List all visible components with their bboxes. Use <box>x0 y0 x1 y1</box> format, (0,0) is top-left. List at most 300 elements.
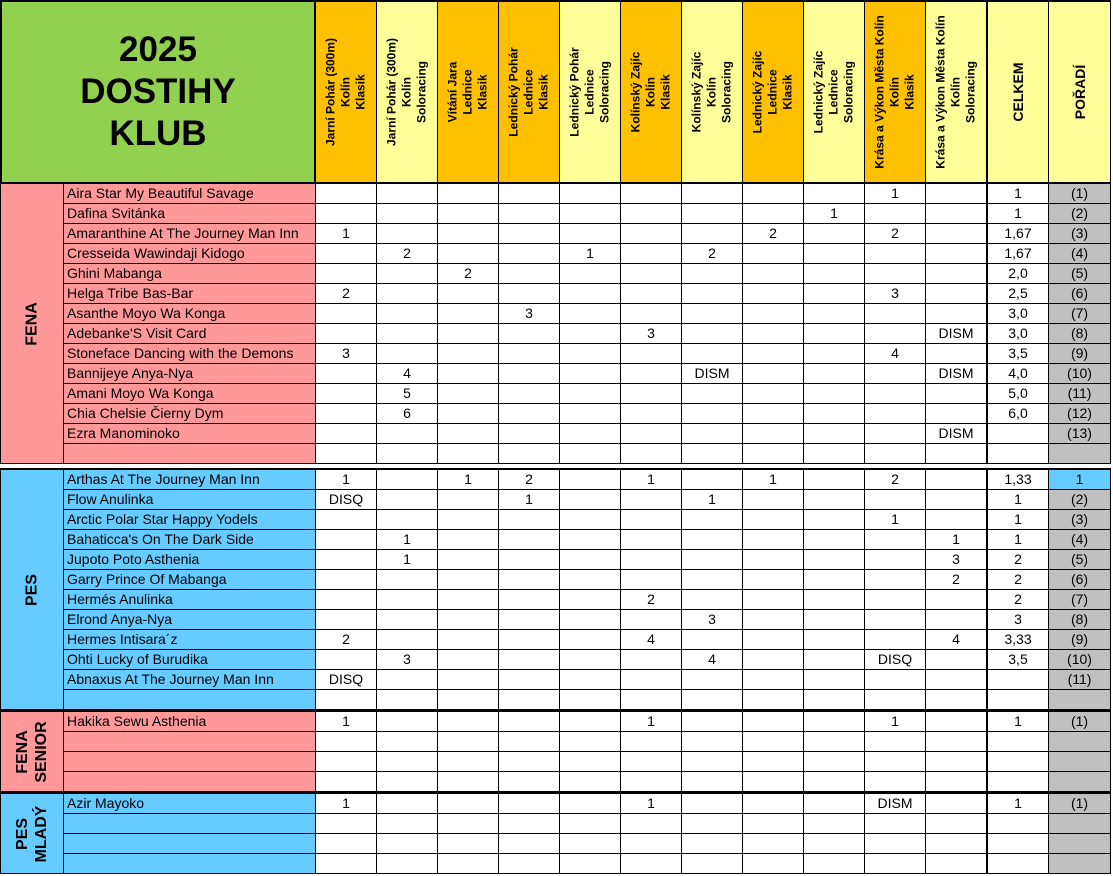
result-cell <box>377 752 438 772</box>
result-cell <box>743 304 804 324</box>
result-cell <box>804 630 865 650</box>
result-cell <box>926 650 987 670</box>
result-cell <box>438 732 499 752</box>
result-cell <box>621 834 682 854</box>
result-cell <box>804 590 865 610</box>
race-header-line: Jarní Pohár (300m) <box>384 37 399 147</box>
section-label-line: PES <box>14 817 31 850</box>
result-cell <box>743 590 804 610</box>
result-cell <box>743 732 804 752</box>
result-cell <box>560 224 621 244</box>
dog-name: Ghini Mabanga <box>64 264 316 284</box>
result-cell: 1 <box>865 712 926 732</box>
celkem-header <box>987 0 1049 184</box>
race-header-line: Kolín <box>338 77 353 108</box>
result-cell: 1 <box>316 794 377 814</box>
rank-cell: (1) <box>1049 184 1111 204</box>
result-cell <box>743 184 804 204</box>
result-cell <box>560 794 621 814</box>
result-cell <box>316 570 377 590</box>
result-cell <box>377 490 438 510</box>
total-cell <box>987 854 1049 874</box>
result-cell <box>438 224 499 244</box>
total-cell: 3,5 <box>987 344 1049 364</box>
rank-cell: (9) <box>1049 344 1111 364</box>
race-header-line: Vítání Jara <box>445 61 460 123</box>
result-cell <box>865 610 926 630</box>
result-cell: 1 <box>865 510 926 530</box>
result-cell <box>926 264 987 284</box>
title-line: DOSTIHY <box>80 72 236 111</box>
result-cell: DISM <box>865 794 926 814</box>
result-cell <box>682 854 743 874</box>
result-cell: 1 <box>682 490 743 510</box>
result-cell <box>926 854 987 874</box>
result-cell: 1 <box>316 224 377 244</box>
dog-name: Garry Prince Of Mabanga <box>64 570 316 590</box>
result-cell <box>621 670 682 690</box>
result-cell <box>377 444 438 464</box>
total-cell: 3,0 <box>987 304 1049 324</box>
result-cell <box>926 404 987 424</box>
result-cell: 4 <box>621 630 682 650</box>
result-cell <box>316 204 377 224</box>
result-cell <box>560 814 621 834</box>
result-cell <box>621 510 682 530</box>
result-cell <box>499 284 560 304</box>
result-cell <box>316 324 377 344</box>
total-cell: 3,33 <box>987 630 1049 650</box>
race-header-line: Lednický Zajíc <box>750 50 765 134</box>
total-cell: 1 <box>987 204 1049 224</box>
result-cell <box>682 404 743 424</box>
race-header-line: Kolín <box>399 77 414 108</box>
result-cell <box>682 304 743 324</box>
result-cell <box>438 444 499 464</box>
result-cell <box>743 772 804 792</box>
section-label <box>0 470 64 710</box>
dog-name <box>64 752 316 772</box>
result-cell <box>377 670 438 690</box>
total-cell: 1 <box>987 184 1049 204</box>
dog-name: Hermes Intisara´z <box>64 630 316 650</box>
result-cell: 3 <box>316 344 377 364</box>
result-cell <box>438 404 499 424</box>
result-cell <box>743 490 804 510</box>
result-cell <box>743 670 804 690</box>
result-cell <box>377 772 438 792</box>
result-cell <box>499 794 560 814</box>
result-cell <box>682 690 743 710</box>
result-cell <box>865 384 926 404</box>
result-cell <box>682 570 743 590</box>
race-header <box>377 0 438 184</box>
result-cell <box>621 490 682 510</box>
result-cell <box>499 324 560 344</box>
result-cell <box>438 490 499 510</box>
result-cell <box>560 670 621 690</box>
race-header <box>499 0 560 184</box>
result-cell <box>438 364 499 384</box>
result-cell <box>499 752 560 772</box>
total-cell <box>987 732 1049 752</box>
dog-name <box>64 732 316 752</box>
dog-name: Jupoto Poto Asthenia <box>64 550 316 570</box>
result-cell <box>499 610 560 630</box>
result-cell: 4 <box>926 630 987 650</box>
result-cell <box>316 404 377 424</box>
rank-cell <box>1049 732 1111 752</box>
dog-name: Hakika Sewu Asthenia <box>64 712 316 732</box>
result-cell <box>682 732 743 752</box>
result-cell <box>560 470 621 490</box>
result-cell <box>621 690 682 710</box>
rank-cell: (8) <box>1049 324 1111 344</box>
result-cell <box>438 814 499 834</box>
result-cell <box>682 590 743 610</box>
result-cell <box>926 344 987 364</box>
result-cell <box>682 712 743 732</box>
race-header-line: Klasik <box>902 74 917 110</box>
result-cell <box>621 550 682 570</box>
race-header-line: Kolín <box>887 77 902 108</box>
result-cell <box>438 590 499 610</box>
result-cell <box>926 444 987 464</box>
result-cell <box>682 324 743 344</box>
race-header-line: Lednice <box>460 69 475 115</box>
result-cell <box>316 814 377 834</box>
result-cell: 2 <box>438 264 499 284</box>
result-cell: 2 <box>865 224 926 244</box>
result-cell <box>804 424 865 444</box>
result-cell: 1 <box>377 530 438 550</box>
result-cell <box>438 244 499 264</box>
result-cell <box>621 814 682 834</box>
result-cell <box>682 204 743 224</box>
race-header-line: Kolínský Zajíc <box>628 51 643 133</box>
result-cell <box>804 752 865 772</box>
section-label-line: FENA <box>23 301 41 346</box>
result-cell <box>621 344 682 364</box>
result-cell <box>499 384 560 404</box>
result-cell <box>499 510 560 530</box>
result-cell <box>926 304 987 324</box>
dog-name: Amaranthine At The Journey Man Inn <box>64 224 316 244</box>
result-cell: 1 <box>377 550 438 570</box>
race-header-line: Kolínský Zajíc <box>689 51 704 133</box>
result-cell <box>560 834 621 854</box>
result-cell <box>560 284 621 304</box>
result-cell <box>926 184 987 204</box>
total-cell: 3,0 <box>987 324 1049 344</box>
result-cell <box>682 794 743 814</box>
dog-name: Azir Mayoko <box>64 794 316 814</box>
result-cell <box>316 264 377 284</box>
result-cell: 2 <box>865 470 926 490</box>
result-cell <box>865 444 926 464</box>
result-cell <box>804 404 865 424</box>
result-cell <box>438 424 499 444</box>
result-cell <box>926 732 987 752</box>
result-cell <box>438 510 499 530</box>
result-cell <box>499 444 560 464</box>
result-cell <box>926 610 987 630</box>
result-cell: 1 <box>560 244 621 264</box>
result-cell <box>621 772 682 792</box>
total-cell <box>987 814 1049 834</box>
rank-cell <box>1049 444 1111 464</box>
result-cell <box>743 530 804 550</box>
result-cell <box>438 284 499 304</box>
result-cell <box>804 772 865 792</box>
result-cell <box>438 690 499 710</box>
result-cell <box>621 224 682 244</box>
rank-cell: (9) <box>1049 630 1111 650</box>
result-cell: 4 <box>377 364 438 384</box>
result-cell <box>316 610 377 630</box>
result-cell <box>682 752 743 772</box>
race-header-line: Klasik <box>353 74 368 110</box>
result-cell <box>377 794 438 814</box>
race-header-line: Lednický Zajíc <box>811 50 826 134</box>
result-cell <box>377 590 438 610</box>
result-cell <box>499 344 560 364</box>
result-cell <box>560 344 621 364</box>
result-cell <box>682 444 743 464</box>
result-cell <box>804 444 865 464</box>
result-cell <box>865 264 926 284</box>
rank-cell: 1 <box>1049 470 1111 490</box>
result-cell <box>682 772 743 792</box>
result-cell <box>743 630 804 650</box>
result-cell <box>804 284 865 304</box>
result-cell <box>804 344 865 364</box>
result-cell <box>438 570 499 590</box>
result-cell: 1 <box>499 490 560 510</box>
result-cell <box>316 590 377 610</box>
result-cell: 6 <box>377 404 438 424</box>
race-header-line: Soloracing <box>597 61 612 124</box>
result-cell <box>682 384 743 404</box>
result-cell <box>499 732 560 752</box>
result-cell: 3 <box>499 304 560 324</box>
dog-name <box>64 772 316 792</box>
race-header-line: Klasik <box>536 74 551 110</box>
result-cell <box>560 384 621 404</box>
result-cell <box>377 732 438 752</box>
race-header-line: Klasik <box>780 74 795 110</box>
dog-name: Arthas At The Journey Man Inn <box>64 470 316 490</box>
result-cell <box>926 712 987 732</box>
result-cell <box>743 510 804 530</box>
result-cell <box>743 244 804 264</box>
rank-cell: (5) <box>1049 264 1111 284</box>
result-cell <box>438 752 499 772</box>
result-cell: 2 <box>743 224 804 244</box>
result-cell <box>804 690 865 710</box>
dog-name: Ohti Lucky of Burudika <box>64 650 316 670</box>
result-cell <box>804 834 865 854</box>
rank-cell: (1) <box>1049 712 1111 732</box>
result-cell: 3 <box>926 550 987 570</box>
result-cell <box>865 630 926 650</box>
total-cell <box>987 834 1049 854</box>
result-cell <box>621 244 682 264</box>
result-cell <box>621 364 682 384</box>
result-cell <box>926 752 987 772</box>
result-cell <box>865 424 926 444</box>
result-cell <box>560 490 621 510</box>
result-cell <box>926 204 987 224</box>
result-cell <box>621 650 682 670</box>
result-cell <box>682 530 743 550</box>
result-cell <box>316 834 377 854</box>
result-cell: DISM <box>682 364 743 384</box>
race-header-line: Klasik <box>475 74 490 110</box>
result-cell <box>804 364 865 384</box>
result-cell <box>926 470 987 490</box>
result-cell <box>377 284 438 304</box>
result-cell: 3 <box>865 284 926 304</box>
section-label-line: MLADÝ <box>33 805 50 862</box>
result-cell <box>865 570 926 590</box>
result-cell <box>377 264 438 284</box>
total-cell: 1 <box>987 510 1049 530</box>
result-cell <box>316 184 377 204</box>
result-cell: DISQ <box>316 490 377 510</box>
section-label <box>0 794 64 874</box>
rank-cell: (10) <box>1049 650 1111 670</box>
result-cell <box>865 364 926 384</box>
total-cell <box>987 752 1049 772</box>
result-cell <box>865 752 926 772</box>
result-cell <box>499 570 560 590</box>
dog-name: Dafina Svitánka <box>64 204 316 224</box>
result-cell <box>743 404 804 424</box>
result-cell <box>377 324 438 344</box>
total-cell <box>987 690 1049 710</box>
result-cell <box>499 630 560 650</box>
result-cell <box>865 772 926 792</box>
race-header-line: Lednice <box>826 69 841 115</box>
result-cell: 1 <box>743 470 804 490</box>
result-cell <box>560 550 621 570</box>
result-cell <box>499 264 560 284</box>
celkem-header-text: CELKEM <box>1010 62 1026 122</box>
result-cell <box>438 630 499 650</box>
result-cell <box>804 570 865 590</box>
result-cell <box>560 650 621 670</box>
result-cell <box>499 834 560 854</box>
result-cell <box>560 732 621 752</box>
total-cell: 1 <box>987 490 1049 510</box>
result-cell <box>316 690 377 710</box>
result-cell <box>865 404 926 424</box>
result-cell: 3 <box>621 324 682 344</box>
dog-name: Flow Anulinka <box>64 490 316 510</box>
section-label-line: SENIOR <box>33 720 50 783</box>
result-cell <box>316 384 377 404</box>
result-cell: DISQ <box>316 670 377 690</box>
sheet-title <box>0 0 316 184</box>
title-line: 2025 <box>119 30 197 69</box>
result-cell <box>438 670 499 690</box>
result-cell <box>377 712 438 732</box>
rank-cell: (2) <box>1049 490 1111 510</box>
result-cell <box>865 530 926 550</box>
poradi-header <box>1049 0 1111 184</box>
total-cell: 1,67 <box>987 224 1049 244</box>
result-cell <box>682 670 743 690</box>
dog-name: Abnaxus At The Journey Man Inn <box>64 670 316 690</box>
race-header-line: Jarní Pohár (300m) <box>323 37 338 147</box>
result-cell <box>865 834 926 854</box>
section-label <box>0 184 64 464</box>
result-cell <box>560 510 621 530</box>
result-cell <box>438 184 499 204</box>
result-cell <box>743 712 804 732</box>
result-cell <box>560 404 621 424</box>
result-cell <box>438 772 499 792</box>
result-cell <box>804 794 865 814</box>
result-cell <box>499 690 560 710</box>
rank-cell: (6) <box>1049 570 1111 590</box>
result-cell <box>316 732 377 752</box>
result-cell <box>926 284 987 304</box>
dog-name: Aira Star My Beautiful Savage <box>64 184 316 204</box>
result-cell <box>377 184 438 204</box>
result-cell <box>377 690 438 710</box>
result-cell <box>743 834 804 854</box>
result-cell <box>499 550 560 570</box>
result-cell <box>499 814 560 834</box>
result-cell <box>804 304 865 324</box>
result-cell <box>682 184 743 204</box>
result-cell <box>743 324 804 344</box>
rank-cell: (8) <box>1049 610 1111 630</box>
total-cell: 2 <box>987 550 1049 570</box>
result-cell <box>377 834 438 854</box>
result-cell <box>926 490 987 510</box>
race-header-line: Lednice <box>765 69 780 115</box>
rank-cell <box>1049 854 1111 874</box>
result-cell <box>621 184 682 204</box>
result-cell <box>926 224 987 244</box>
total-cell <box>987 444 1049 464</box>
result-cell <box>438 610 499 630</box>
result-cell <box>438 204 499 224</box>
result-cell <box>621 854 682 874</box>
result-cell <box>377 510 438 530</box>
race-header-line: Kolín <box>948 77 963 108</box>
result-cell <box>377 814 438 834</box>
result-cell <box>560 570 621 590</box>
rank-cell <box>1049 834 1111 854</box>
result-cell <box>499 530 560 550</box>
result-cell <box>743 284 804 304</box>
result-cell: 1 <box>865 184 926 204</box>
result-cell <box>743 650 804 670</box>
result-cell: DISM <box>926 324 987 344</box>
result-cell <box>865 690 926 710</box>
result-cell <box>743 344 804 364</box>
result-cell <box>560 264 621 284</box>
result-cell <box>560 184 621 204</box>
result-cell <box>316 244 377 264</box>
rank-cell <box>1049 752 1111 772</box>
result-cell <box>926 244 987 264</box>
result-cell <box>743 550 804 570</box>
